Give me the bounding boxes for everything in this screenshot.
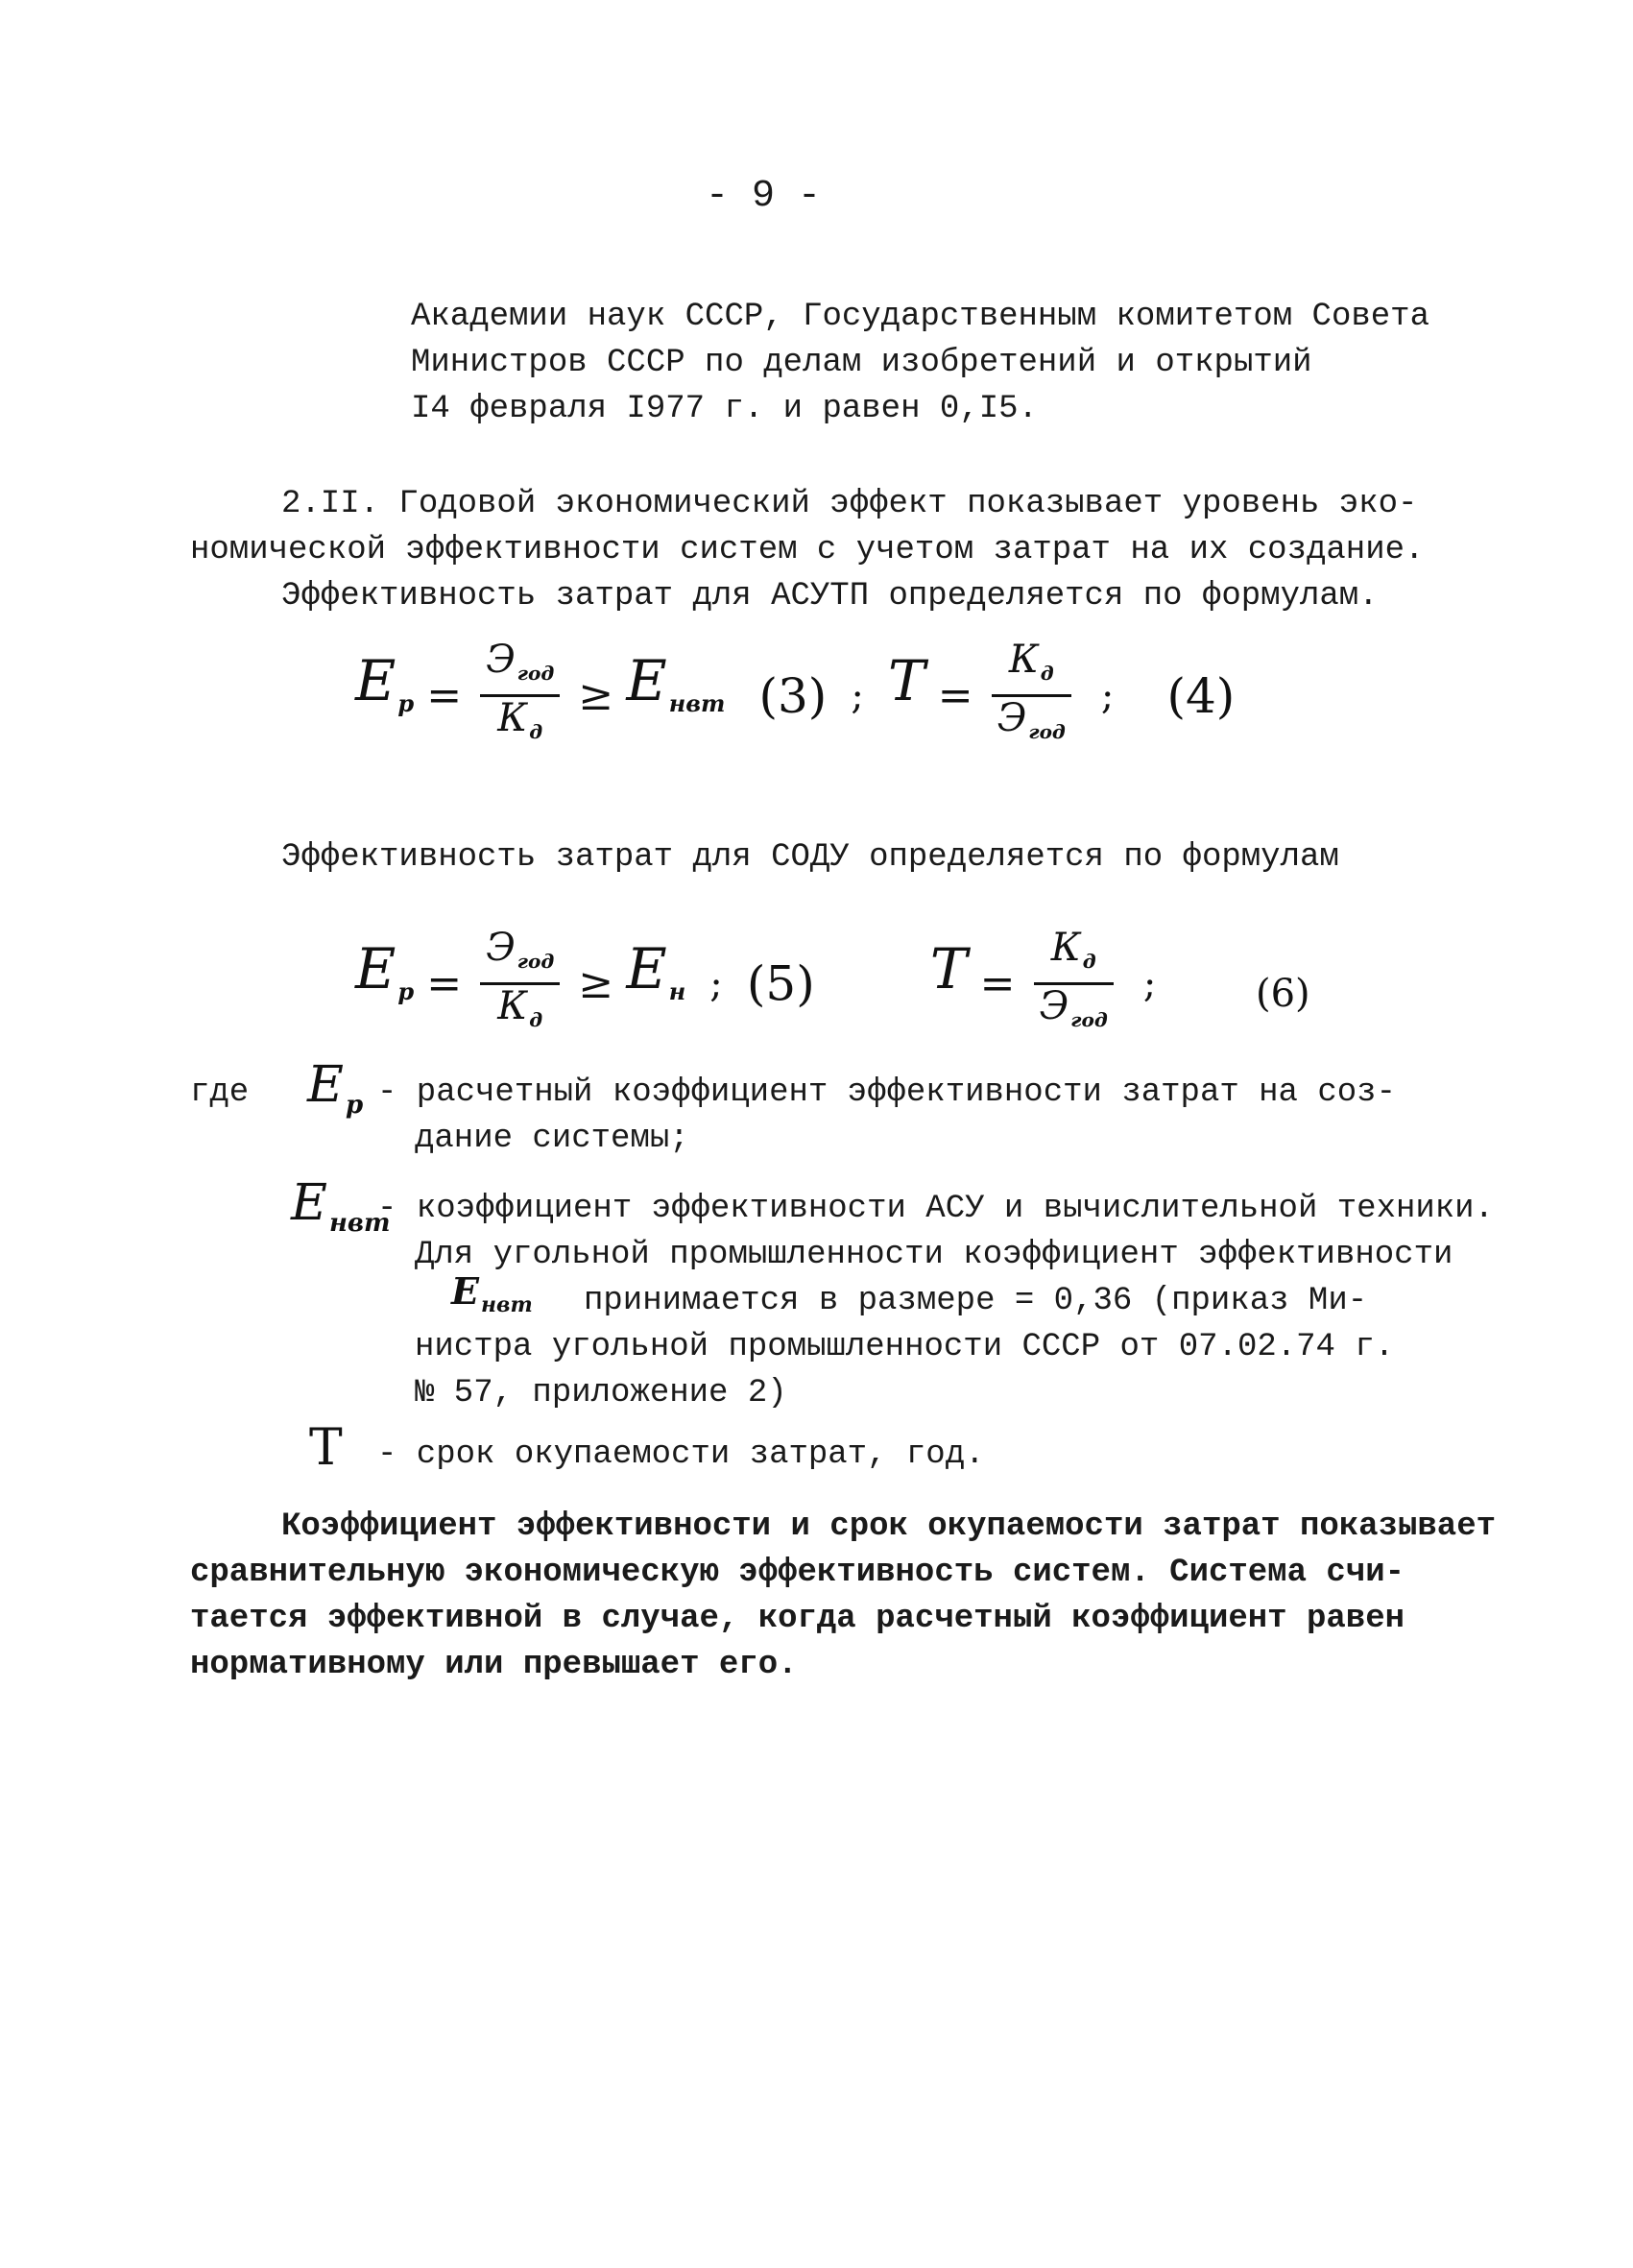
where-label: где xyxy=(190,1074,250,1111)
relation-sign: ≥ xyxy=(578,671,614,720)
formula-ep-symbol: $E_р$ xyxy=(355,936,415,1005)
text-line: 2.II. Годовой экономический эффект показывает уровень эко- xyxy=(281,486,1418,522)
def-enbt-symbol: $E_{нвт}$ xyxy=(291,1174,391,1238)
equals-sign: = xyxy=(426,671,463,720)
text-line: Академии наук СССР, Государственным комитетом Совета xyxy=(411,299,1429,335)
def-enbt-inline-symbol: $E_{нвт}$ xyxy=(451,1269,533,1317)
def-t-line: - срок окупаемости затрат, год. xyxy=(377,1436,985,1473)
separator: ; xyxy=(1100,673,1115,718)
def-t-symbol: T xyxy=(309,1419,343,1477)
formula-asutp xyxy=(355,639,1235,753)
formula-fraction: $\frac{К _д}{Э _{год}}$ xyxy=(1034,927,1114,1041)
text-line: нормативному или превышает его. xyxy=(190,1647,798,1683)
page-number: - 9 - xyxy=(706,175,822,218)
separator: ; xyxy=(709,961,723,1006)
equals-sign: = xyxy=(979,959,1016,1008)
text-line: сравнительную экономическую эффективность систем. Система счи- xyxy=(190,1555,1405,1591)
equation-number-5: (5) xyxy=(746,955,815,1012)
formula-fraction: $\frac{К _д}{Э _{год}}$ xyxy=(992,639,1071,753)
formula-fraction: $\frac{Э _{год}}{К _д}$ xyxy=(480,639,560,753)
equation-number-6: (6) xyxy=(1256,972,1310,1016)
text-line: Эффективность затрат для АСУТП определяется по формулам. xyxy=(281,578,1379,615)
equals-sign: = xyxy=(937,671,973,720)
formula-t-symbol: T xyxy=(887,648,925,713)
def-enbt-line: № 57, приложение 2) xyxy=(415,1375,787,1411)
def-ep-line: - расчетный коэффициент эффективности затрат на соз- xyxy=(377,1074,1396,1111)
text-line: Министров СССР по делам изобретений и открытий xyxy=(411,345,1312,381)
def-enbt-line: нистра угольной промышленности СССР от 07.02.74 г. xyxy=(415,1329,1395,1365)
def-ep-line: дание системы; xyxy=(415,1121,689,1157)
text-line: Коэффициент эффективности и срок окупаемости затрат показывает xyxy=(281,1508,1497,1545)
separator: ; xyxy=(1142,961,1157,1006)
formula-ep-symbol: $E_р$ xyxy=(355,648,415,717)
def-enbt-line: - коэффициент эффективности АСУ и вычислительной техники. xyxy=(377,1191,1494,1227)
equation-number-3: (3) xyxy=(758,667,828,724)
separator: ; xyxy=(851,673,864,718)
sodu-intro: Эффективность затрат для СОДУ определяется по формулам xyxy=(281,839,1339,876)
text-line: тается эффективной в случае, когда расчетный коэффициент равен xyxy=(190,1601,1405,1637)
formula-en-symbol: $E_н$ xyxy=(626,936,686,1005)
def-enbt-line: Для угольной промышленности коэффициент эффективности xyxy=(415,1237,1453,1273)
formula-t-symbol: T xyxy=(929,936,968,1001)
relation-sign: ≥ xyxy=(578,959,614,1008)
def-enbt-line: принимается в размере = 0,36 (приказ Ми- xyxy=(584,1283,1368,1319)
text-line: I4 февраля I977 г. и равен 0,I5. xyxy=(411,391,1038,427)
formula-sodu xyxy=(355,927,1175,1041)
formula-fraction: $\frac{Э _{год}}{К _д}$ xyxy=(480,927,560,1041)
equals-sign: = xyxy=(426,959,463,1008)
equation-number-4: (4) xyxy=(1166,667,1236,724)
def-ep-symbol: $E_р$ xyxy=(307,1056,364,1120)
formula-enbt-symbol: $E_{нвт}$ xyxy=(626,648,726,717)
text-line: номической эффективности систем с учетом затрат на их создание. xyxy=(190,532,1425,568)
